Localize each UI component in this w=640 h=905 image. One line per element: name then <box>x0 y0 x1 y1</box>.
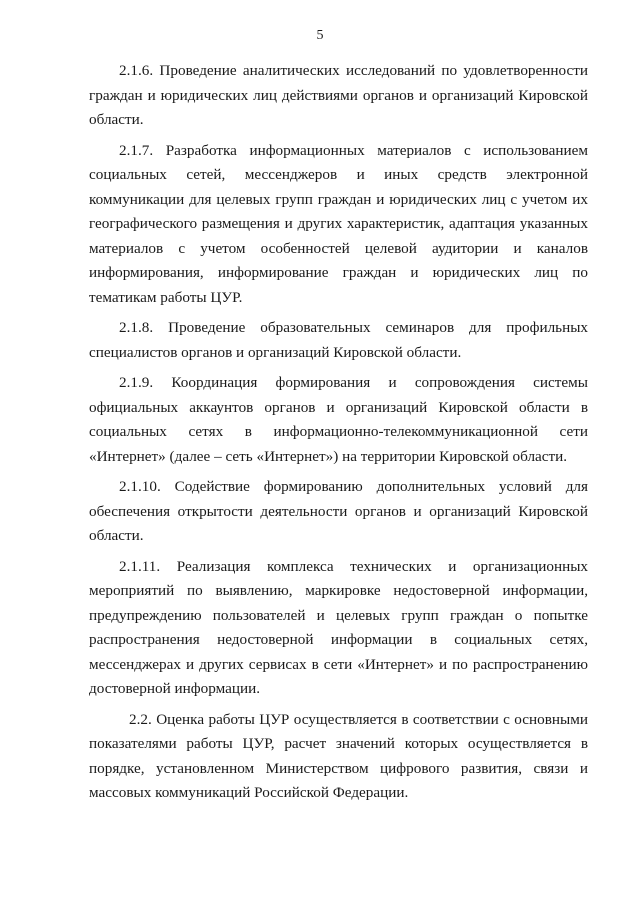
paragraph-2-1-9: 2.1.9. Координация формирования и сопровождения системы официальных аккаунтов органов и организаций Кировской области в социальных сетях в информационно-телекоммуникационной сети «Интернет» (далее – сеть «Интернет») на территории Кировской области. <box>89 374 588 465</box>
paragraph-2-2: 2.2. Оценка работы ЦУР осуществляется в соответствии с основными показателями работы ЦУР, расчет значений которых осуществляется в порядке, установленном Министерством цифрового развития, связи и массовых коммуникаций Российской Федерации. <box>89 710 588 801</box>
page-number: 5 <box>316 28 324 43</box>
paragraph-2-1-6: 2.1.6. Проведение аналитических исследований по удовлетворенности граждан и юридических лиц действиями органов и организаций Кировской области. <box>89 62 588 128</box>
paragraph-2-1-10: 2.1.10. Содействие формированию дополнительных условий для обеспечения открытости деятельности органов и организаций Кировской области. <box>89 478 588 544</box>
paragraph-2-1-7: 2.1.7. Разработка информационных материалов с использованием социальных сетей, мессенджеров и иных средств электронной коммуникации для целевых групп граждан и юридических лиц с учетом их географического размещения и других характеристик, адаптация указанных материалов с учетом особенностей целевой аудитории и каналов информирования, информирование граждан и юридических лиц по тематикам работы ЦУР. <box>89 141 588 306</box>
document-body <box>89 59 588 812</box>
paragraph-2-1-8: 2.1.8. Проведение образовательных семинаров для профильных специалистов органов и организаций Кировской области. <box>89 319 588 361</box>
paragraph-2-1-11: 2.1.11. Реализация комплекса технических и организационных мероприятий по выявлению, маркировке недостоверной информации, предупреждению пользователей и целевых групп граждан о попытке распространения недостоверной информации в социальных сетях, мессенджерах и других сервисах в сети «Интернет» и по распространению достоверной информации. <box>89 557 588 697</box>
